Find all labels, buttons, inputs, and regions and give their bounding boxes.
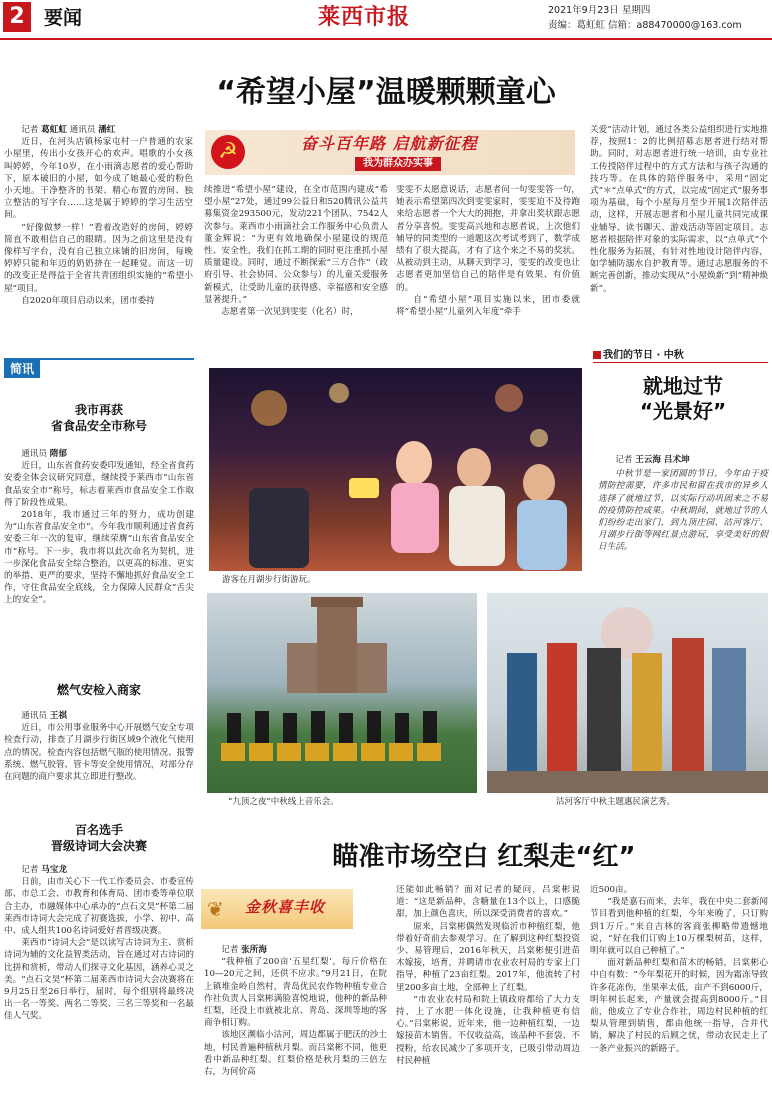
harvest-banner (201, 889, 353, 929)
drum-performance-scene (207, 593, 477, 793)
story1-paragraph: 自2020年项目启动以来，团市委持 (21, 295, 155, 306)
brief-paragraph: 近日，市公用事业服务中心开展燃气安全专项检查行动，排查了月湖步行街区域9个液化气使用点的情况。检查内容包括燃气瓶的使用情况、报警系统、燃气胶管、管卡等安全使用情况，对部分存在问题的商户要求其立即进行整改。 (4, 723, 194, 783)
brief-gas-check (4, 682, 194, 783)
story1-paragraph: 近日，在河头店镇杨家屯村一户普通的农家小屋里，传出小女孩开心的欢声。唱歌的小女孩叫婷婷，今年10岁，在小雨滴志愿者的爱心帮助下，原本破旧的小屋，如今成了她最心爱的粉色小天地。干净整齐的书架、精心布置的房间、独立整洁的写字台……这是属于婷婷的学习生活空间。 (4, 137, 193, 221)
story1-paragraph: 雯雯不太愿意说话，志愿者问一句雯雯答一句，她表示希望第四次到雯雯家时，雯雯迫不及待跑来给志愿者一个大大的拥抱，并拿出奖状跟志愿者分享喜悦。雯雯高兴地和志愿者说，上次他们辅导的同类型的一道题这次考试考到了，数学成绩有了很大提高，才有了这个来之不易的奖状。从被动到主动，从聊天到学习，雯雯的改变也让志愿者更加坚信自己的陪伴是有效果、有价值的。 (396, 185, 580, 293)
brief-paragraph: 日前，由市关心下一代工作委员会、市委宣传部、市总工会、市教育和体育局、团市委等单位联合主办，市融媒体中心承办的“点石文昊”杯第二届莱西市诗词大会完成了初赛选拔，小学、初中、高中、成人组共100名诗词爱好者晋级决赛。 (4, 877, 194, 937)
story2-paragraph: 该地区濒临小沽河，周边都属于肥沃的沙土地，村民普遍种植秋月梨。而吕棠彬不同，他更看中新品种红梨。红梨价格是秋月梨的三倍左右，为何价高 (204, 1030, 387, 1078)
story1-paragraph: 自“希望小屋”项目实施以来，团市委就将“希望小屋”儿童列入年度“牵手 (396, 294, 580, 318)
masthead-logo: 莱西市报 (318, 4, 411, 30)
story2-column-3 (590, 884, 768, 1055)
page-number: 2 (3, 2, 31, 32)
stage-show-scene (487, 593, 768, 793)
festival-article (598, 454, 768, 554)
story2-paragraph: 面对新品种红梨和苗木的畅销，吕棠彬心中自有数：“今年梨花开的时候，因为霜冻导致许多花冻伤，坐果率太低，亩产不到6000斤，明年树长起来，产量就会提高到8000斤。”目前，他成立了专业合作社，周边村民种植的红梨从管理到销售，都由他统一指导，合并代销，解决了村民的后顾之忧，带动农民走上了一条产业振兴的新路子。 (590, 958, 768, 1054)
banner-subtitle: 我为群众办实事 (355, 157, 441, 171)
story1-paragraph: 关爱”活动计划，通过各类公益组织进行实地推荐，按照1：2的比例招募志愿者进行结对帮助。同时，对志愿者进行统一培训，由专业社工传授陪伴过程中的方式方法和与孩子沟通的技巧等。在具体的陪伴服务中，采用“固定式”＊“点单式”的方式，以完成“固定式”服务事项为基础，每个小屋每月至少开展1次陪伴活动，这样，开展志愿者和小屋儿童共同完成课业辅导、读书聊天、游戏活动等固定项目。志愿者根据陪伴对象的实际需求，以“点单式”个性化服务为拓展，有针对性地设计陪伴内容，如学辅防溺水自护教育等。通过志愿服务的不断完善创新，推动实现从“小屋焕新”到“精神焕新”。 (590, 125, 768, 294)
section-title: 要闻 (44, 7, 83, 29)
photo-caption: 沽河客厅中秋主题惠民演艺秀。 (556, 797, 676, 807)
story1-paragraph: “好像做梦一样！”看着改造好的房间，婷婷简直不敢相信自己的眼睛。因为之前这里是没有像样写字台，没有自己独立床铺的旧房间，每晚婷婷只能和年迈的奶奶挤在一起睡觉。而这一切的改变正是得益于全省共青团组织实施的“希望小屋”项目。 (4, 222, 193, 294)
brief-byline: 通讯员 王祺 (21, 711, 67, 721)
story2-column-2 (396, 884, 580, 1067)
briefs-section-tag (4, 358, 194, 378)
photo-night-street (209, 368, 582, 571)
brief-paragraph: 近日，山东省食药安委印发通知，经全省食药安委全体会议研究同意，继续授予莱西市“山东省食品安全市”称号，标志着莱西市食品安全工作取得了阶段性成果。 (4, 461, 194, 508)
red-square-icon (593, 351, 601, 359)
brief-title: 百名选手 (74, 823, 123, 837)
party-emblem-icon: ☭ (211, 135, 245, 169)
brief-title: 晋级诗词大会决赛 (50, 839, 147, 853)
brief-title: 省食品安全市称号 (50, 419, 147, 433)
story2-paragraph: 近500亩。 (590, 885, 633, 895)
brief-byline: 记者 马宝龙 (21, 865, 67, 875)
story1-column-4 (590, 124, 768, 295)
festival-title-line: “光景好” (639, 399, 727, 423)
header-rule (0, 38, 772, 40)
brief-paragraph: 2018年，我市通过三年的努力，成功创建为“山东省食品安全市”。今年我市顺利通过省食药安委三年一次的复审，继续荣膺“山东省食品安全市”称号。下一步，我市将以此次命名为契机，进一步深化食品安全综合整治，以更高的标准、更实的举措、更严的要求，坚持不懈地抓好食品安全工作，守住食品安全底线，全力保障人民群众“舌尖上的安全”。 (4, 510, 194, 606)
story1-column-2 (204, 184, 388, 318)
festival-title (598, 374, 768, 424)
photo-caption: 游客在月湖步行街游玩。 (222, 575, 316, 585)
story2-paragraph: 还能如此畅销？面对记者的疑问，吕棠彬说道：“这是新品种，含糖量在13个以上，口感脆甜，加上颜色喜庆，所以深受消费者的喜欢。” (396, 885, 580, 920)
festival-section-tag: 我们的节日 · 中秋 (593, 349, 768, 363)
story1-paragraph: 续推进“希望小屋”建设，在全市范围内建成“希望小屋”27处，通过99公益日和520腾讯公益共募集资金293500元，发动221个团队、7542人次参与。莱西市小雨滴社会工作服务中心负责人董金辉说：“为更有效地确保小屋建设的规范性、安全性，我们在抓工期的同时更注重抓小屋质量建设。同时，通过不断探索“三方合作”（政府引导、社会协同、公众参与）的儿童关爱服务新模式，让受助儿童的获得感、幸福感和安全感显著提升。” (204, 185, 388, 305)
story2-paragraph: “我是嘉石而来，去年，我在中央二套新闻节目看到他种植的红梨，今年来晚了，只订购到1万斤。”来自吉林的客商张柳略带遗憾地说，“好在我们订购上10万棵梨树苗，这样，明年就可以自己种植了。” (590, 897, 768, 957)
festival-byline: 记者 王云海 吕术坤 (615, 455, 690, 465)
brief-title: 我市再获 (74, 403, 123, 417)
story2-paragraph: “市农业农村局和院上镇政府都给了大力支持，上了水肥一体化设施，让我种植更有信心。”吕棠彬说，近年来，他一边种植红梨，一边嫁接苗木销售。不仅收益高，该品种不套袋、不授粉，给农民减少了多项开支，已吸引带动周边村民种植 (396, 994, 580, 1066)
story2-byline: 记者 张所海 (221, 945, 267, 955)
story2-paragraph: 原来，吕棠彬偶然发现临沂市种植红梨，他带着好奇前去参观学习。在了解到这种红梨投资少、易管理后，2016年秋天，吕棠彬便引进苗木嫁接，培育，并聘请市农业农村局的专家上门指导，种植了23亩红梨。2017年，他流转了村里200多亩土地，全部种上了红梨。 (396, 921, 580, 993)
story2-paragraph: “我种植了200亩‘五星红梨’，每斤价格在10—20元之间，还供不应求。”9月21日，在院上镇堆金岭自然村，青岛优民农作物种植专业合作社负责人吕棠彬满脸喜悦地说，他种的新品种红梨，还没上市就被北京、青岛、深圳等地的客商争相订购。 (204, 957, 387, 1029)
briefs-tag-label: 简讯 (4, 360, 40, 378)
story1-paragraph: 志愿者第一次见到雯雯（化名）时， (221, 307, 359, 318)
issue-date: 2021年9月23日 星期四 (548, 5, 651, 16)
story1-column-1 (4, 124, 193, 307)
festival-paragraph: 中秋节是一家团圆的节日，今年由于疫情防控需要，许多市民和留在我市的异乡人选择了就地过节，以实际行动巩固来之不易的疫情防控成果。中秋期间，就地过节的人们纷纷走出家门，到九顶庄园、沽河客厅、月湖步行街等网红景点游玩，享受美好的假日生活。 (598, 469, 768, 553)
story1-column-3 (396, 184, 580, 318)
harvest-banner-text: 金秋喜丰收 (245, 898, 326, 916)
wheat-icon: ❦ (207, 897, 224, 921)
story1-byline: 记者 葛虹虹 通讯员 潘红 (21, 125, 116, 135)
photo-drum-concert (207, 593, 477, 793)
story1-title: “希望小屋”温暖颗颗童心 (216, 75, 556, 110)
brief-title: 燃气安检入商家 (56, 683, 141, 697)
brief-poetry-contest (4, 822, 194, 1023)
editor-contact: 责编：葛虹虹 信箱：a88470000@163.com (548, 20, 742, 31)
story2-column-1 (204, 944, 387, 1078)
banner-slogan: 奋斗百年路 启航新征程 (301, 134, 478, 153)
story2-title: 瞄准市场空白 红梨走“红” (332, 842, 636, 872)
festival-title-line: 就地过节 (643, 374, 723, 398)
photo-stage-show (487, 593, 768, 793)
party-banner (205, 130, 575, 175)
brief-paragraph: 莱西市“诗词大会”是以读写古诗词为主、赏析诗词为辅的文化益智类活动，旨在通过对古诗词的比拼和赏析，带动人们探寻文化基因，涵养心灵之美。“点石文昊”杯第二届莱西市诗词大会决赛将在9月25日至26日举行，届时，每个组别将最终决出一名一等奖、两名二等奖、三名三等奖和一名最佳人气奖。 (4, 938, 194, 1022)
night-street-scene (209, 368, 582, 571)
photo-caption: “九顶之夜”中秋线上音乐会。 (228, 797, 339, 807)
brief-food-safety (4, 402, 194, 607)
brief-byline: 通讯员 隋郁 (21, 449, 67, 459)
